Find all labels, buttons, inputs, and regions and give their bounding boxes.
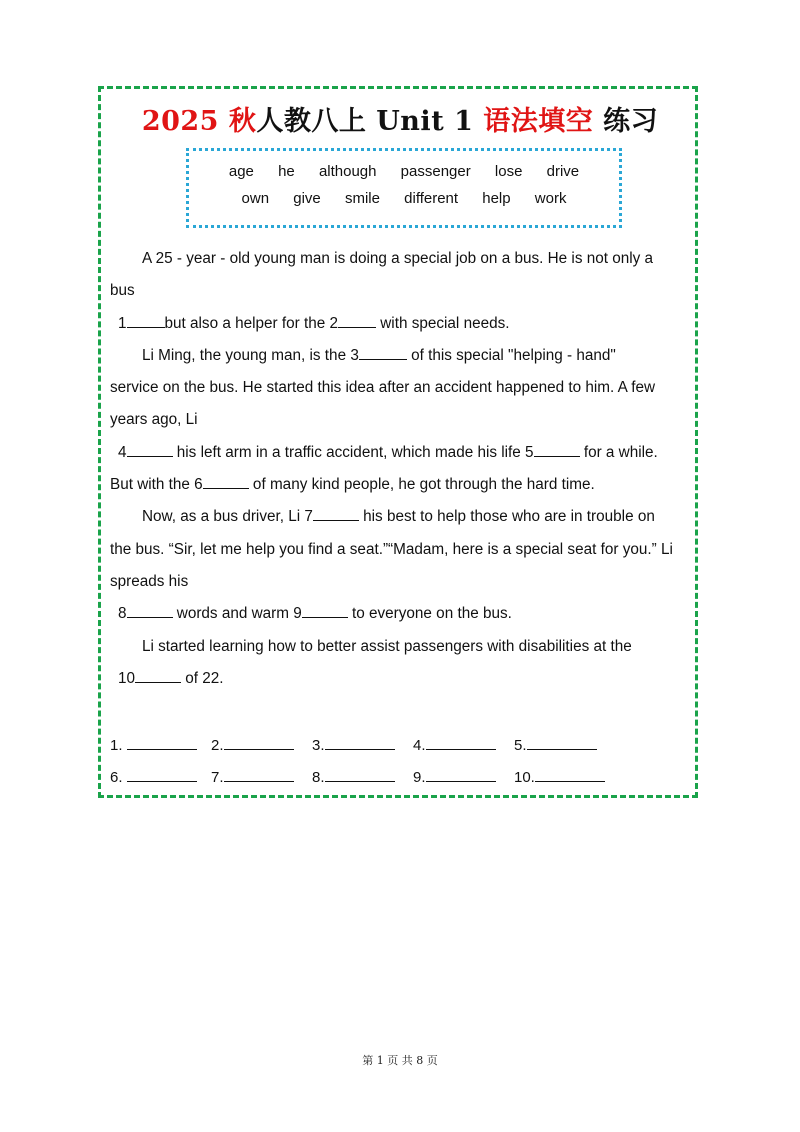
answer-area (110, 735, 670, 799)
answer-item: 5. (514, 735, 615, 754)
answer-item: 7. (211, 767, 312, 786)
passage-text: words and warm 9 (172, 605, 302, 623)
blank-line (127, 603, 173, 618)
passage-text: for a while. (579, 443, 658, 461)
passage-text: of many kind people, he got through the hard time. (248, 476, 595, 494)
word-item: drive (546, 163, 580, 180)
passage-line: service on the bus. He started this idea after an accident happened to him. A few (110, 379, 656, 397)
passage-text: Li Ming, the young man, is the 3 (142, 346, 359, 364)
answer-blank[interactable] (325, 767, 395, 782)
answer-blank[interactable] (527, 735, 597, 750)
answer-blank[interactable] (426, 735, 496, 750)
passage-line: the bus. “Sir, let me help you find a seat.”“Madam, here is a special seat for you.” Li (110, 540, 673, 558)
answer-blank[interactable] (325, 735, 395, 750)
blank-line (359, 345, 407, 360)
word-item: passenger (400, 163, 471, 180)
answer-item: 4. (413, 735, 514, 754)
answer-blank[interactable] (535, 767, 605, 782)
word-item: give (293, 190, 321, 207)
passage-line (110, 663, 690, 695)
blank-line (302, 603, 348, 618)
passage-line (110, 340, 690, 372)
passage-text: to everyone on the bus. (347, 605, 512, 623)
answer-row-2 (110, 767, 670, 799)
passage-text: but also a helper for the 2 (164, 314, 338, 332)
passage-line (110, 437, 690, 469)
blank-line (534, 442, 580, 457)
passage-line (110, 598, 690, 630)
answer-item: 3. (312, 735, 413, 754)
blank-number: 10 (118, 669, 136, 687)
word-item: different (404, 190, 459, 207)
passage-text: of 22. (181, 669, 224, 687)
passage-line: Li started learning how to better assist passengers with disabilities at the (142, 637, 632, 655)
word-bank-row-2 (189, 190, 619, 207)
blank-line (313, 506, 359, 521)
answer-blank[interactable] (224, 767, 294, 782)
answer-row-1 (110, 735, 670, 767)
word-item: he (278, 163, 295, 180)
passage-line (110, 501, 690, 533)
blank-line (135, 668, 181, 683)
blank-line (338, 313, 376, 328)
page-title (0, 99, 800, 138)
passage (110, 243, 690, 695)
blank-number: 4 (118, 443, 127, 461)
answer-blank[interactable] (127, 735, 197, 750)
answer-item: 6. (110, 767, 211, 786)
word-bank (186, 148, 622, 228)
blank-line (127, 313, 165, 328)
answer-item: 8. (312, 767, 413, 786)
passage-text: But with the 6 (110, 476, 203, 494)
blank-number: 1 (118, 314, 127, 332)
passage-line (110, 308, 690, 340)
word-item: smile (344, 190, 380, 207)
passage-line: bus (110, 282, 135, 300)
passage-line: years ago, Li (110, 411, 198, 429)
blank-line (203, 474, 249, 489)
word-bank-row-1 (189, 163, 619, 180)
title-topic: 语法填空 (483, 106, 594, 137)
title-practice: 练习 (593, 106, 659, 137)
answer-item: 10. (514, 767, 615, 786)
passage-text: his best to help those who are in trouble on (358, 508, 655, 526)
page-footer: 第 1 页 共 8 页 (362, 1054, 438, 1067)
title-year: 2025 秋 (141, 106, 257, 137)
answer-blank[interactable] (224, 735, 294, 750)
answer-item: 1. (110, 735, 211, 754)
answer-blank[interactable] (426, 767, 496, 782)
word-item: lose (494, 163, 523, 180)
passage-text: Now, as a bus driver, Li 7 (142, 508, 313, 526)
blank-line (127, 442, 173, 457)
passage-text: with special needs. (376, 314, 510, 332)
passage-line (110, 469, 690, 501)
answer-item: 2. (211, 735, 312, 754)
answer-blank[interactable] (127, 767, 197, 782)
passage-line: A 25 - year - old young man is doing a special job on a bus. He is not only a (142, 250, 654, 267)
passage-text: his left arm in a traffic accident, which made his life 5 (172, 443, 534, 461)
word-item: work (534, 190, 567, 207)
passage-line: spreads his (110, 572, 189, 590)
title-unit: 人教八上 Unit 1 (256, 106, 484, 137)
word-item: although (318, 163, 377, 180)
passage-text: of this special "helping - hand" (406, 346, 616, 364)
word-item: help (482, 190, 511, 207)
word-item: age (228, 163, 254, 180)
word-item: own (241, 190, 270, 207)
answer-item: 9. (413, 767, 514, 786)
blank-number: 8 (118, 605, 127, 623)
